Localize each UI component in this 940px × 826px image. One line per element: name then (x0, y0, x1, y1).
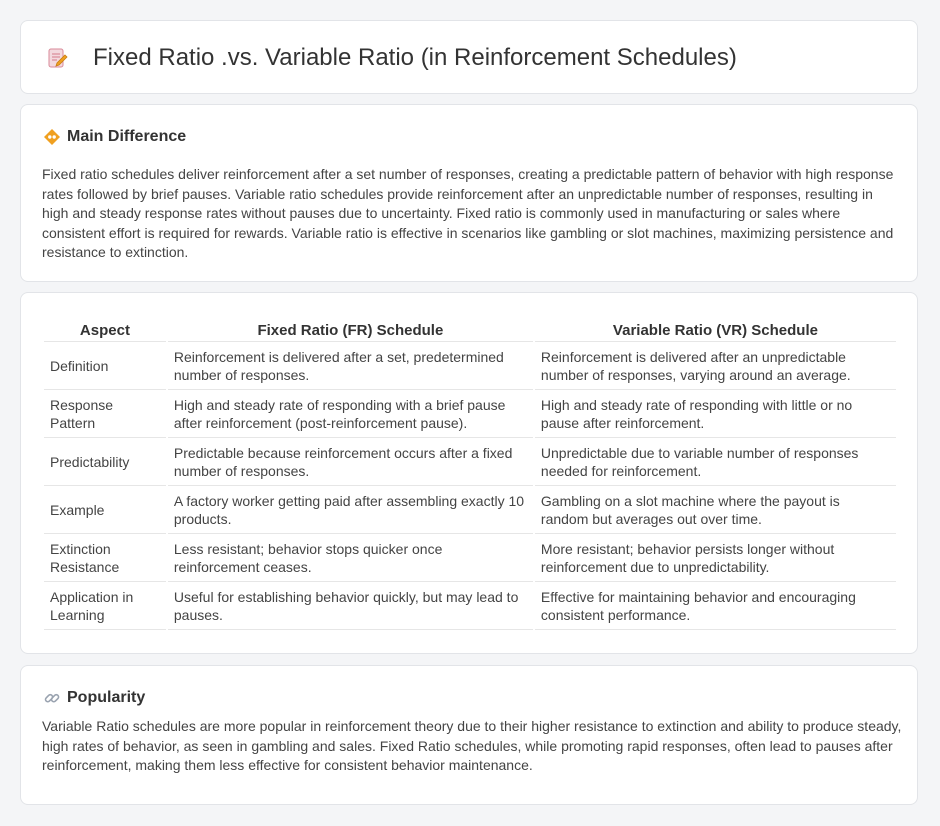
fixed-ratio-cell: Reinforcement is delivered after a set, predetermined number of responses. (168, 342, 533, 390)
variable-ratio-cell: More resistant; behavior persists longer without reinforcement due to unpredictability. (535, 534, 896, 582)
fixed-ratio-cell: Predictable because reinforcement occurs after a fixed number of responses. (168, 438, 533, 486)
header-aspect: Aspect (44, 313, 166, 342)
variable-ratio-cell: Gambling on a slot machine where the payout is random but averages out over time. (535, 486, 896, 534)
fixed-ratio-cell: High and steady rate of responding with a brief pause after reinforcement (post-reinforcement pause). (168, 390, 533, 438)
fixed-ratio-cell: Useful for establishing behavior quickly, but may lead to pauses. (168, 582, 533, 630)
aspect-cell: Example (44, 486, 166, 534)
main-difference-heading: Main Difference (67, 128, 187, 145)
aspect-cell: Predictability (44, 438, 166, 486)
popularity-text: Variable Ratio schedules are more popular in reinforcement theory due to their higher resistance to extinction and ability to produce steady, high rates of behavior, as seen in gambling and sales. Fixed Ratio schedules, while promoting rapid responses, often lead to pauses after reinforcement, making them less effective for consistent behavior maintenance. (42, 718, 902, 773)
table-header-row (44, 313, 896, 342)
table-row (44, 342, 896, 390)
page-title: Fixed Ratio .vs. Variable Ratio (in Reinforcement Schedules) (93, 44, 737, 71)
header-variable-ratio: Variable Ratio (VR) Schedule (535, 313, 896, 342)
variable-ratio-cell: High and steady rate of responding with little or no pause after reinforcement. (535, 390, 896, 438)
aspect-cell: Application in Learning (44, 582, 166, 630)
title-card (20, 20, 918, 94)
aspect-cell: Response Pattern (44, 390, 166, 438)
table-row (44, 390, 896, 438)
variable-ratio-cell: Effective for maintaining behavior and encouraging consistent performance. (535, 582, 896, 630)
header-fixed-ratio: Fixed Ratio (FR) Schedule (168, 313, 533, 342)
popularity-section (20, 665, 918, 805)
comparison-table-section (20, 292, 918, 654)
fixed-ratio-cell: Less resistant; behavior stops quicker once reinforcement ceases. (168, 534, 533, 582)
table-row (44, 486, 896, 534)
link-icon (43, 689, 61, 707)
aspect-cell: Extinction Resistance (44, 534, 166, 582)
variable-ratio-cell: Unpredictable due to variable number of responses needed for reinforcement. (535, 438, 896, 486)
document-pencil-icon (47, 47, 69, 69)
popularity-heading: Popularity (67, 689, 146, 706)
aspect-cell: Definition (44, 342, 166, 390)
main-difference-section (20, 104, 918, 282)
table-row (44, 534, 896, 582)
comparison-table (42, 313, 898, 630)
fixed-ratio-cell: A factory worker getting paid after assembling exactly 10 products. (168, 486, 533, 534)
main-difference-text: Fixed ratio schedules deliver reinforcement after a set number of responses, creating a predictable pattern of behavior with high response rates followed by brief pauses. Variable ratio schedules provide reinforcement after an unpredictable number of responses, resulting in high and steady response rates without pauses due to uncertainty. Fixed ratio is commonly used in manufacturing or sales where consistent effort is required for rewards. Variable ratio is effective in scenarios like gambling or slot machines, maximizing persistence and resistance to extinction. (42, 166, 894, 260)
table-row (44, 438, 896, 486)
variable-ratio-cell: Reinforcement is delivered after an unpredictable number of responses, varying around an average. (535, 342, 896, 390)
table-row (44, 582, 896, 630)
comparison-badge-icon (43, 128, 61, 146)
